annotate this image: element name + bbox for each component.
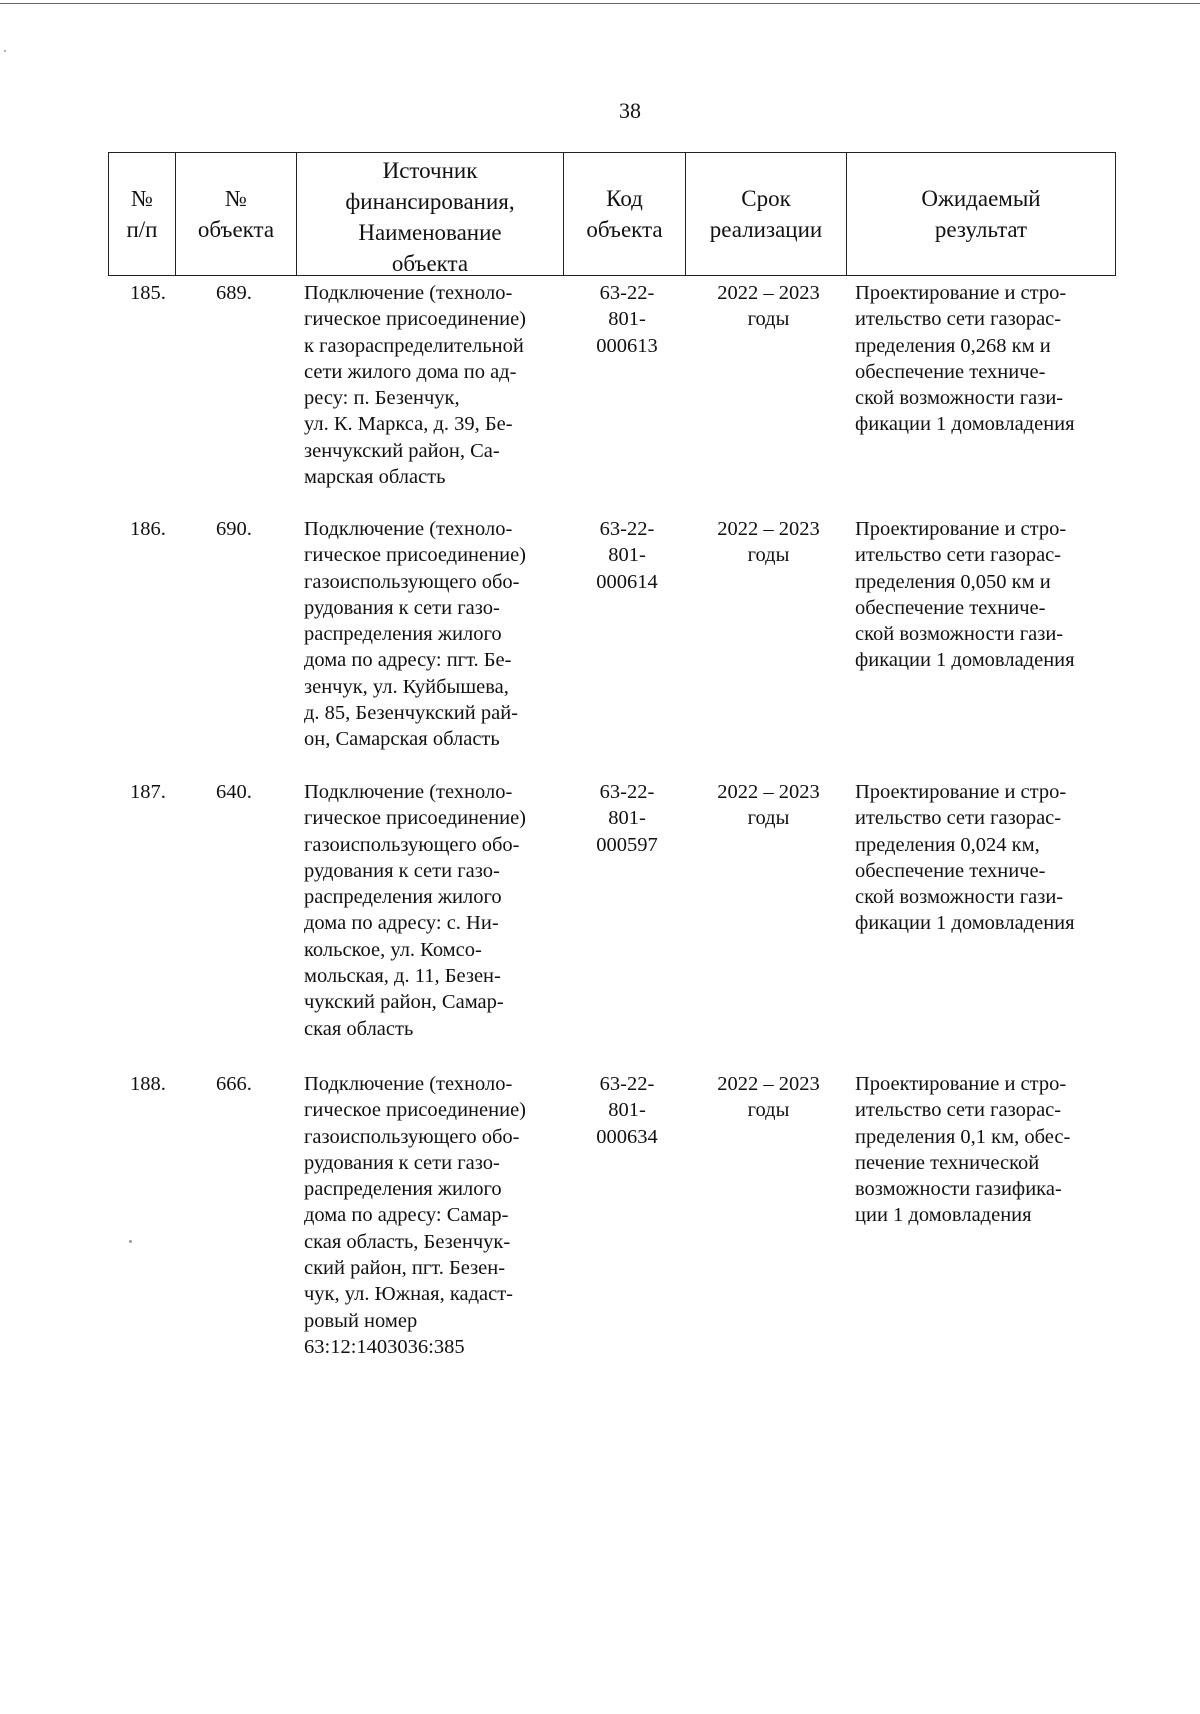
header-object-number: № объекта [176,153,297,275]
object-code: 63-22- 801- 000597 [596,781,658,856]
implementation-term: 2022 – 2023 годы [717,518,820,567]
expected-result: Проектирование и стро- ительство сети газорас- пределения 0,1 км, обес- печение технической возможности газифика- ции 1 домовладения [855,1073,1071,1227]
object-name: Подключение (техноло- гическое присоединение) к газораспределительной сети жилого дома по ад- ресу: п. Безенчук, ул. К. Маркса, д. 39, Бе- зенчукский район, Са- марская область [304,282,526,489]
object-number: 689. [216,282,252,304]
scan-speck [4,50,6,52]
scan-speck [129,1240,132,1243]
object-number: 666. [216,1073,252,1095]
object-number: 640. [216,781,252,803]
implementation-term: 2022 – 2023 годы [717,282,820,331]
object-number: 690. [216,518,252,540]
row-number: 185. [130,282,166,304]
row-number: 186. [130,518,166,540]
object-name: Подключение (техноло- гическое присоединение) газоиспользующего обо- рудования к сети газо- распределения жилого дома по адресу: с. Ни- кольское, ул. Комсо- мольская, д. 11, Безен- чукский район, Самар- ская область [304,781,526,1040]
expected-result: Проектирование и стро- ительство сети газорас- пределения 0,024 км, обеспечение техниче- ской возможности гази- фикации 1 домовладения [855,781,1075,935]
row-number: 188. [130,1073,166,1095]
object-name: Подключение (техноло- гическое присоединение) газоиспользующего обо- рудования к сети газо- распределения жилого дома по адресу: пгт. Бе- зенчук, ул. Куйбышева, д. 85, Безенчукский рай- он, Самарская область [304,518,526,751]
header-expected-result: Ожидаемый результат [921,186,1041,242]
header-term: Срок реализации [686,153,847,275]
object-code: 63-22- 801- 000613 [596,282,658,357]
header-source-name: Источник финансирования, Наименование объекта [297,153,564,275]
expected-result: Проектирование и стро- ительство сети газорас- пределения 0,268 км и обеспечение техниче- ской возможности гази- фикации 1 домовладения [855,282,1075,436]
implementation-term: 2022 – 2023 годы [717,1073,820,1122]
page-number: 38 [619,98,641,123]
table-header [108,152,1116,276]
header-object-code: Код объекта [564,153,686,275]
expected-result: Проектирование и стро- ительство сети газорас- пределения 0,050 км и обеспечение техниче- ской возможности гази- фикации 1 домовладения [855,518,1075,672]
object-name: Подключение (техноло- гическое присоединение) газоиспользующего обо- рудования к сети газо- распределения жилого дома по адресу: Самар- ская область, Безенчук- ский район, пгт. Безен- чук, ул. Южная, кадаст- ровый номер 63:12:1403036:385 [304,1073,526,1358]
row-number: 187. [130,781,166,803]
header-row-number: № п/п [109,153,176,275]
object-code: 63-22- 801- 000634 [596,1073,658,1148]
implementation-term: 2022 – 2023 годы [717,781,820,830]
scan-top-edge [0,3,1200,4]
object-code: 63-22- 801- 000614 [596,518,658,593]
